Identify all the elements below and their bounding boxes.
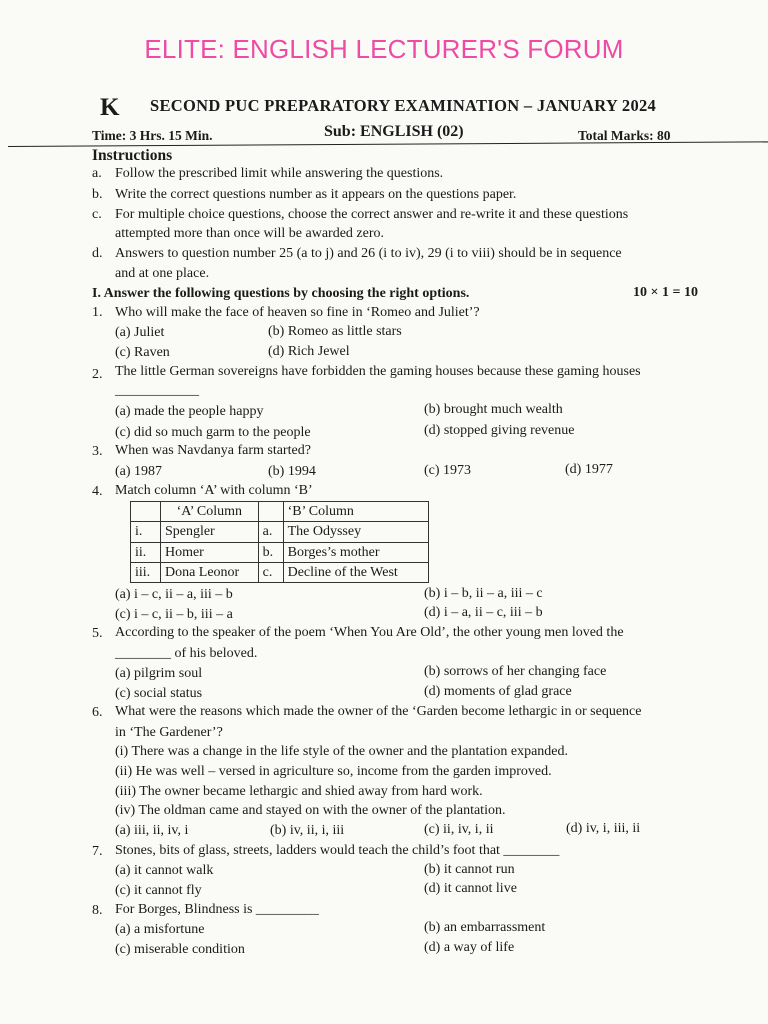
table-cell: Borges’s mother <box>283 542 428 562</box>
forum-banner: ELITE: ENGLISH LECTURER'S FORUM <box>144 34 624 64</box>
table-cell: iii. <box>131 562 161 582</box>
option: (a) iii, ii, iv, i <box>115 823 189 838</box>
table-cell: Dona Leonor <box>160 562 258 582</box>
question-text: According to the speaker of the poem ‘When You Are Old’, the other young men loved the <box>115 625 624 640</box>
instruction-label: c. <box>92 207 102 222</box>
answer-blank: ____________ <box>115 383 199 398</box>
section-marks: 10 × 1 = 10 <box>633 285 698 300</box>
question-number: 7. <box>92 844 103 859</box>
table-cell: c. <box>258 562 283 582</box>
table-cell: The Odyssey <box>283 522 428 542</box>
table-header-row <box>131 502 429 522</box>
table-row <box>131 542 429 562</box>
table-cell: Homer <box>160 542 258 562</box>
table-cell: Spengler <box>160 522 258 542</box>
option: (a) pilgrim soul <box>115 666 203 681</box>
section-heading: I. Answer the following questions by choosing the right options. <box>92 286 470 301</box>
option: (a) 1987 <box>115 464 163 479</box>
instruction-text: For multiple choice questions, choose the correct answer and re-write it and these questions <box>115 207 629 222</box>
option: (a) Juliet <box>115 325 165 340</box>
instruction-label: b. <box>92 187 103 202</box>
table-row <box>131 522 429 542</box>
statement: (ii) He was well – versed in agriculture so, income from the garden improved. <box>115 764 552 779</box>
option: (d) 1977 <box>565 462 613 477</box>
table-cell: b. <box>258 542 283 562</box>
option: (d) Rich Jewel <box>268 344 350 359</box>
option: (a) made the people happy <box>115 404 264 419</box>
statement: (i) There was a change in the life style of the owner and the plantation expanded. <box>115 744 569 759</box>
statement: (iii) The owner became lethargic and shied away from hard work. <box>115 784 483 799</box>
option: (d) i – a, ii – c, iii – b <box>424 605 543 620</box>
option: (c) it cannot fly <box>115 883 202 898</box>
question-number: 1. <box>92 305 103 320</box>
option: (c) i – c, ii – b, iii – a <box>115 607 233 622</box>
option: (d) it cannot live <box>424 881 517 896</box>
question-text: When was Navdanya farm started? <box>115 443 311 458</box>
option: (d) moments of glad grace <box>424 684 572 699</box>
option: (c) 1973 <box>424 463 472 478</box>
instruction-text: Follow the prescribed limit while answering the questions. <box>115 166 444 181</box>
instruction-text: and at one place. <box>115 266 210 281</box>
option: (b) brought much wealth <box>424 402 563 417</box>
option: (d) iv, i, iii, ii <box>566 821 641 836</box>
column-a-header: ‘A’ Column <box>160 502 258 522</box>
option: (a) it cannot walk <box>115 863 214 878</box>
option: (b) iv, ii, i, iii <box>270 823 345 838</box>
table-cell: i. <box>131 522 161 542</box>
instruction-label: d. <box>92 246 103 261</box>
option: (b) sorrows of her changing face <box>424 664 607 679</box>
exam-time: Time: 3 Hrs. 15 Min. <box>92 128 213 143</box>
question-number: 8. <box>92 903 103 918</box>
option: (a) i – c, ii – a, iii – b <box>115 587 233 602</box>
option: (a) a misfortune <box>115 922 205 937</box>
question-number: 4. <box>92 484 103 499</box>
question-text: For Borges, Blindness is _________ <box>115 902 319 917</box>
option: (b) 1994 <box>268 464 316 479</box>
table-cell: a. <box>258 522 283 542</box>
instructions-heading: Instructions <box>92 147 173 164</box>
table-cell: Decline of the West <box>283 562 428 582</box>
option: (b) an embarrassment <box>424 920 546 935</box>
question-text: Stones, bits of glass, streets, ladders would teach the child’s foot that ________ <box>115 843 560 858</box>
instruction-text: attempted more than once will be awarded zero. <box>115 226 384 241</box>
option: (b) i – b, ii – a, iii – c <box>424 586 543 601</box>
option: (d) stopped giving revenue <box>424 423 575 438</box>
option: (c) ii, iv, i, ii <box>424 822 494 837</box>
instruction-text: Answers to question number 25 (a to j) and 26 (i to iv), 29 (i to viii) should be in sequence <box>115 246 622 261</box>
paper-code: K <box>100 94 120 121</box>
table-cell <box>258 502 283 522</box>
exam-title: SECOND PUC PREPARATORY EXAMINATION – JANUARY 2024 <box>150 96 657 115</box>
column-b-header: ‘B’ Column <box>283 502 428 522</box>
question-text: The little German sovereigns have forbidden the gaming houses because these gaming houses <box>115 364 641 379</box>
question-number: 6. <box>92 705 103 720</box>
exam-subject: Sub: ENGLISH (02) <box>324 123 464 140</box>
question-text: Match column ‘A’ with column ‘B’ <box>115 483 313 498</box>
question-number: 5. <box>92 626 103 641</box>
question-text: Who will make the face of heaven so fine in ‘Romeo and Juliet’? <box>115 305 480 320</box>
instruction-text: Write the correct questions number as it appears on the questions paper. <box>115 187 517 202</box>
option: (c) did so much garm to the people <box>115 425 311 440</box>
instruction-label: a. <box>92 166 102 181</box>
question-text: ________ of his beloved. <box>115 646 258 661</box>
table-cell <box>131 502 161 522</box>
question-number: 2. <box>92 367 103 382</box>
table-row <box>131 562 429 582</box>
total-marks: Total Marks: 80 <box>578 128 671 143</box>
question-number: 3. <box>92 444 103 459</box>
option: (b) Romeo as little stars <box>268 324 402 339</box>
question-text: in ‘The Gardener’? <box>115 725 223 740</box>
option: (c) Raven <box>115 345 170 360</box>
option: (b) it cannot run <box>424 862 515 877</box>
option: (c) miserable condition <box>115 942 245 957</box>
statement: (iv) The oldman came and stayed on with the owner of the plantation. <box>115 803 506 818</box>
table-cell: ii. <box>131 542 161 562</box>
match-table <box>130 501 429 583</box>
option: (d) a way of life <box>424 940 515 955</box>
question-text: What were the reasons which made the owner of the ‘Garden become lethargic in or sequence <box>115 704 642 719</box>
option: (c) social status <box>115 686 203 701</box>
